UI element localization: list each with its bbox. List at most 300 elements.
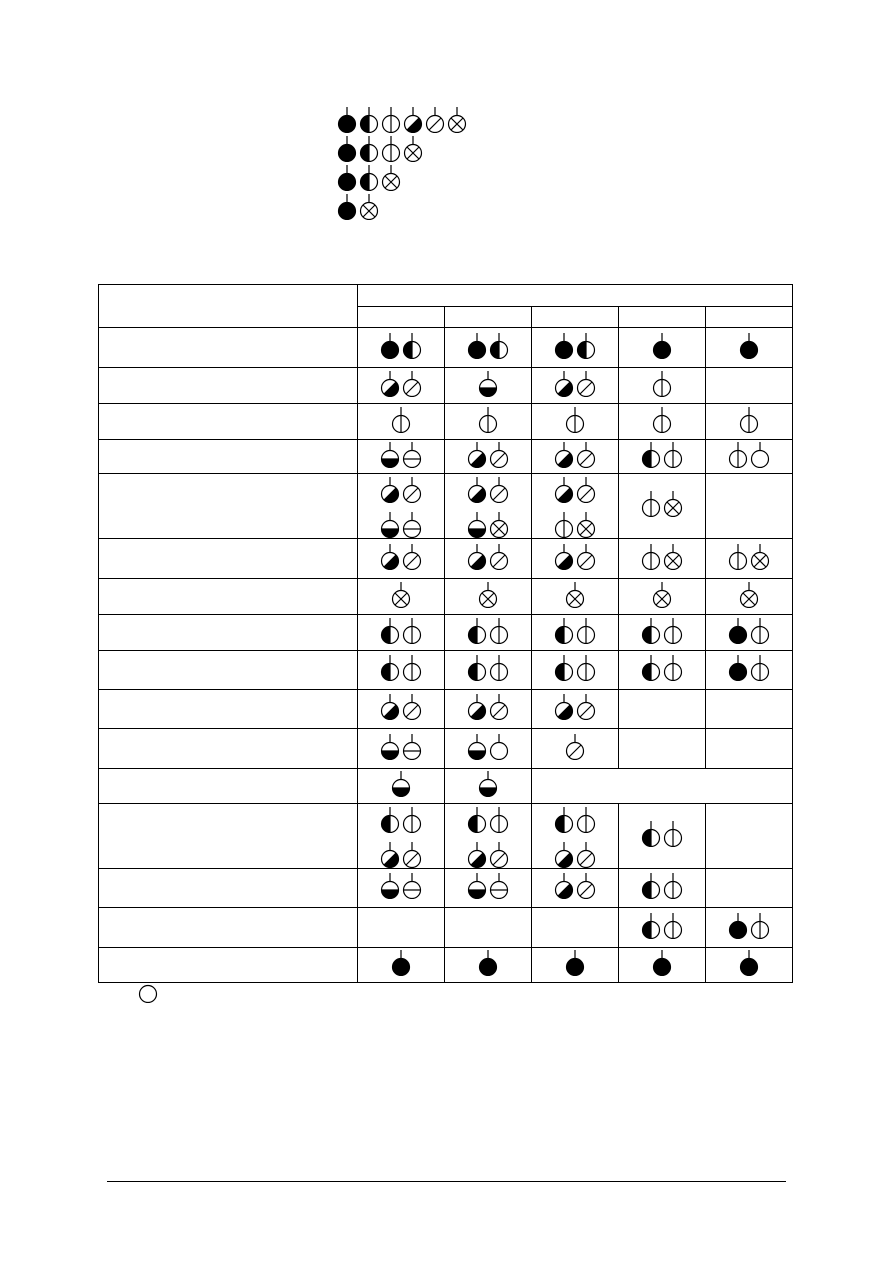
full-circle-icon xyxy=(466,332,488,359)
quarter-circle-icon xyxy=(553,543,575,570)
bottom-circle-icon xyxy=(466,733,488,760)
symbol-group xyxy=(564,949,586,976)
symbol-cell xyxy=(619,615,706,651)
slash-circle-icon xyxy=(575,872,597,899)
symbol-group xyxy=(553,654,597,681)
symbol-group xyxy=(466,332,510,359)
empty-circle-icon xyxy=(640,490,662,517)
symbol-cell xyxy=(358,328,445,368)
symbol-group xyxy=(727,617,771,644)
row-label-cell xyxy=(99,474,358,539)
table-row xyxy=(99,579,793,615)
empty-circle-icon xyxy=(727,441,749,468)
symbol-cell xyxy=(358,690,445,729)
symbol-group xyxy=(379,543,423,570)
symbol-group xyxy=(477,370,499,397)
full-circle-icon xyxy=(336,164,358,191)
empty-circle-icon xyxy=(749,912,771,939)
half-circle-icon xyxy=(379,654,401,681)
half-circle-icon xyxy=(553,654,575,681)
slash-circle-icon xyxy=(401,370,423,397)
table-row xyxy=(99,804,793,869)
symbol-cell xyxy=(532,539,619,579)
half-circle-icon xyxy=(358,164,380,191)
half-circle-icon xyxy=(640,654,662,681)
slash-circle-icon xyxy=(424,106,446,133)
table-row xyxy=(99,769,793,804)
symbol-cell xyxy=(532,651,619,690)
symbol-group xyxy=(727,912,771,939)
header-group-cell xyxy=(358,285,793,307)
symbol-group xyxy=(379,370,423,397)
symbol-group xyxy=(553,806,597,833)
row-label-cell xyxy=(99,690,358,729)
symbol-group xyxy=(553,370,597,397)
symbol-group xyxy=(553,511,597,538)
symbol-group xyxy=(651,406,673,433)
symbol-cell xyxy=(532,908,619,948)
table-row xyxy=(99,404,793,440)
slash-circle-icon xyxy=(575,841,597,868)
slash-circle-icon xyxy=(575,693,597,720)
symbol-group xyxy=(553,543,597,570)
half-circle-icon xyxy=(640,872,662,899)
symbol-cell xyxy=(358,769,445,804)
symbol-group xyxy=(640,654,684,681)
symbol-cell xyxy=(358,869,445,908)
symbol-cell xyxy=(445,579,532,615)
row-label-cell xyxy=(99,579,358,615)
symbol-cell xyxy=(532,869,619,908)
symbol-group xyxy=(553,332,597,359)
symbol-cell xyxy=(532,729,619,769)
bottom-circle-icon xyxy=(379,733,401,760)
table-row xyxy=(99,440,793,474)
empty-circle-icon xyxy=(564,406,586,433)
symbol-cell xyxy=(532,690,619,729)
row-label-cell xyxy=(99,769,358,804)
quarter-circle-icon xyxy=(466,841,488,868)
symbol-group xyxy=(651,332,673,359)
quarter-circle-icon xyxy=(466,476,488,503)
row-label-cell xyxy=(99,615,358,651)
symbol-cell xyxy=(445,615,532,651)
symbol-group xyxy=(466,476,510,503)
header-subcolumn-cell xyxy=(619,307,706,328)
bottom-circle-icon xyxy=(477,770,499,797)
symbol-group xyxy=(390,581,412,608)
symbol-cell xyxy=(706,804,793,869)
header-subcolumn-cell xyxy=(358,307,445,328)
table-row xyxy=(99,615,793,651)
empty-circle-icon xyxy=(662,872,684,899)
symbol-cell xyxy=(619,579,706,615)
row-label-cell xyxy=(99,539,358,579)
full-circle-icon xyxy=(564,949,586,976)
half-circle-icon xyxy=(575,332,597,359)
bottom-circle-icon xyxy=(390,770,412,797)
symbol-cell xyxy=(445,404,532,440)
symbol-group xyxy=(640,872,684,899)
row-label-cell xyxy=(99,368,358,404)
symbol-group xyxy=(738,581,760,608)
slash-circle-icon xyxy=(401,543,423,570)
row-label-cell xyxy=(99,404,358,440)
symbol-group xyxy=(379,872,423,899)
symbol-cell xyxy=(619,690,706,729)
legend-row xyxy=(336,103,468,133)
quarter-circle-icon xyxy=(553,476,575,503)
table-row xyxy=(99,948,793,983)
symbol-group xyxy=(477,581,499,608)
slash-circle-icon xyxy=(575,543,597,570)
symbol-group xyxy=(553,693,597,720)
row-label-cell xyxy=(99,804,358,869)
empty-circle-icon xyxy=(380,106,402,133)
header-label-cell xyxy=(99,285,358,328)
cross-circle-icon xyxy=(662,490,684,517)
empty-circle-icon xyxy=(488,654,510,681)
symbol-cell xyxy=(445,440,532,474)
symbol-group xyxy=(379,476,423,503)
quarter-circle-icon xyxy=(402,106,424,133)
row-label-cell xyxy=(99,729,358,769)
cross-circle-icon xyxy=(575,511,597,538)
symbol-group xyxy=(466,441,510,468)
half-circle-icon xyxy=(358,106,380,133)
table-row xyxy=(99,729,793,769)
slash-circle-icon xyxy=(488,476,510,503)
hline-circle-icon xyxy=(401,511,423,538)
cross-circle-icon xyxy=(651,581,673,608)
bottom-circle-icon xyxy=(379,872,401,899)
empty-circle-icon xyxy=(401,806,423,833)
symbol-cell xyxy=(358,729,445,769)
empty-circle-icon xyxy=(662,912,684,939)
symbol-cell xyxy=(358,908,445,948)
plain-circle-icon xyxy=(137,976,159,1003)
symbol-group xyxy=(651,949,673,976)
symbol-group xyxy=(738,406,760,433)
bottom-circle-icon xyxy=(477,370,499,397)
bottom-circle-icon xyxy=(379,511,401,538)
symbol-group xyxy=(466,511,510,538)
symbol-group xyxy=(640,617,684,644)
bottom-rule xyxy=(107,1181,786,1182)
symbol-group xyxy=(553,476,597,503)
symbol-group xyxy=(553,441,597,468)
empty-circle-icon xyxy=(727,543,749,570)
header-subcolumn-cell xyxy=(706,307,793,328)
empty-circle-icon xyxy=(553,511,575,538)
half-circle-icon xyxy=(488,332,510,359)
symbol-cell xyxy=(358,615,445,651)
symbol-cell xyxy=(445,474,532,539)
row-label-cell xyxy=(99,440,358,474)
symbol-group xyxy=(466,543,510,570)
symbol-group xyxy=(727,441,771,468)
empty-circle-icon xyxy=(401,617,423,644)
symbol-cell xyxy=(358,539,445,579)
symbol-cell xyxy=(532,474,619,539)
symbol-group xyxy=(390,949,412,976)
slash-circle-icon xyxy=(401,476,423,503)
empty-circle-icon xyxy=(662,441,684,468)
empty-circle-icon xyxy=(662,654,684,681)
symbol-group xyxy=(379,733,423,760)
symbol-cell xyxy=(445,908,532,948)
slash-circle-icon xyxy=(488,841,510,868)
symbol-cell xyxy=(445,328,532,368)
full-circle-icon xyxy=(651,332,673,359)
symbol-group xyxy=(466,693,510,720)
symbol-group xyxy=(379,654,423,681)
symbol-cell xyxy=(706,651,793,690)
symbol-cell xyxy=(706,869,793,908)
symbol-cell xyxy=(358,440,445,474)
full-circle-icon xyxy=(738,949,760,976)
cross-circle-icon xyxy=(738,581,760,608)
plain-circle-icon xyxy=(488,733,510,760)
symbol-group xyxy=(390,770,412,797)
symbol-cell xyxy=(706,328,793,368)
symbol-cell xyxy=(706,729,793,769)
symbol-cell xyxy=(532,368,619,404)
symbol-cell xyxy=(619,539,706,579)
symbol-cell xyxy=(358,474,445,539)
symbol-group xyxy=(379,617,423,644)
full-circle-icon xyxy=(727,617,749,644)
quarter-circle-icon xyxy=(379,370,401,397)
quarter-circle-icon xyxy=(466,543,488,570)
symbol-group xyxy=(379,441,423,468)
symbol-cell xyxy=(445,869,532,908)
symbol-group xyxy=(477,406,499,433)
symbol-group xyxy=(477,949,499,976)
plain-circle-icon xyxy=(749,441,771,468)
symbol-cell xyxy=(706,948,793,983)
symbol-cell xyxy=(358,948,445,983)
symbol-cell xyxy=(619,651,706,690)
half-circle-icon xyxy=(553,806,575,833)
symbol-group xyxy=(553,841,597,868)
symbol-cell xyxy=(445,804,532,869)
symbol-cell xyxy=(619,328,706,368)
row-label-cell xyxy=(99,908,358,948)
symbol-cell xyxy=(706,440,793,474)
legend-row xyxy=(336,161,468,191)
symbol-legend xyxy=(336,103,468,220)
quarter-circle-icon xyxy=(466,441,488,468)
cross-circle-icon xyxy=(564,581,586,608)
table-row xyxy=(99,368,793,404)
symbol-group xyxy=(477,770,499,797)
slash-circle-icon xyxy=(401,841,423,868)
quarter-circle-icon xyxy=(553,841,575,868)
cross-circle-icon xyxy=(358,193,380,220)
symbol-cell xyxy=(706,615,793,651)
empty-circle-icon xyxy=(575,806,597,833)
half-circle-icon xyxy=(379,617,401,644)
bottom-circle-icon xyxy=(466,511,488,538)
bottom-circle-icon xyxy=(379,441,401,468)
half-circle-icon xyxy=(401,332,423,359)
empty-circle-icon xyxy=(749,654,771,681)
cross-circle-icon xyxy=(390,581,412,608)
cross-circle-icon xyxy=(446,106,468,133)
symbol-cell xyxy=(619,404,706,440)
symbol-cell xyxy=(445,769,532,804)
bottom-circle-icon xyxy=(466,872,488,899)
empty-circle-icon xyxy=(575,654,597,681)
empty-circle-icon xyxy=(488,806,510,833)
symbol-cell xyxy=(445,948,532,983)
empty-circle-icon xyxy=(477,406,499,433)
row-label-cell xyxy=(99,328,358,368)
symbol-cell xyxy=(619,869,706,908)
full-circle-icon xyxy=(651,949,673,976)
symbol-group xyxy=(738,332,760,359)
symbol-cell xyxy=(445,368,532,404)
symbol-cell xyxy=(619,729,706,769)
slash-circle-icon xyxy=(575,370,597,397)
table-row xyxy=(99,690,793,729)
full-circle-icon xyxy=(336,193,358,220)
quarter-circle-icon xyxy=(379,543,401,570)
symbol-group xyxy=(553,617,597,644)
symbol-group xyxy=(727,543,771,570)
symbol-cell xyxy=(445,729,532,769)
symbol-group xyxy=(640,543,684,570)
full-circle-icon xyxy=(379,332,401,359)
full-circle-icon xyxy=(336,106,358,133)
symbol-group xyxy=(651,581,673,608)
symbol-group xyxy=(466,841,510,868)
table-row xyxy=(99,539,793,579)
symbol-group xyxy=(379,332,423,359)
hline-circle-icon xyxy=(401,441,423,468)
symbol-group xyxy=(651,370,673,397)
symbol-group xyxy=(390,406,412,433)
slash-circle-icon xyxy=(488,441,510,468)
symbol-group xyxy=(466,617,510,644)
symbol-group xyxy=(564,733,586,760)
symbol-group xyxy=(466,654,510,681)
cross-circle-icon xyxy=(488,511,510,538)
merged-empty-cell xyxy=(532,769,793,804)
row-label-cell xyxy=(99,651,358,690)
quarter-circle-icon xyxy=(466,693,488,720)
symbol-cell xyxy=(532,579,619,615)
table-row xyxy=(99,908,793,948)
symbol-cell xyxy=(619,440,706,474)
symbol-cell xyxy=(445,539,532,579)
symbol-cell xyxy=(619,908,706,948)
half-circle-icon xyxy=(640,820,662,847)
symbol-cell xyxy=(532,804,619,869)
cross-circle-icon xyxy=(380,164,402,191)
slash-circle-icon xyxy=(401,693,423,720)
symbol-cell xyxy=(358,368,445,404)
quarter-circle-icon xyxy=(379,693,401,720)
empty-circle-icon xyxy=(651,370,673,397)
half-circle-icon xyxy=(640,617,662,644)
symbol-cell xyxy=(706,474,793,539)
symbol-cell xyxy=(706,404,793,440)
full-circle-icon xyxy=(390,949,412,976)
symbol-cell xyxy=(619,368,706,404)
slash-circle-icon xyxy=(564,733,586,760)
full-circle-icon xyxy=(727,912,749,939)
empty-circle-icon xyxy=(401,654,423,681)
empty-circle-icon xyxy=(749,617,771,644)
symbol-cell xyxy=(358,804,445,869)
symbol-cell xyxy=(706,579,793,615)
empty-circle-icon xyxy=(640,543,662,570)
cross-circle-icon xyxy=(402,135,424,162)
symbol-group xyxy=(379,806,423,833)
symbol-cell xyxy=(445,690,532,729)
symbol-group xyxy=(564,581,586,608)
half-circle-icon xyxy=(358,135,380,162)
symbol-cell xyxy=(445,651,532,690)
symbol-group xyxy=(466,806,510,833)
symbol-cell xyxy=(532,440,619,474)
quarter-circle-icon xyxy=(553,441,575,468)
full-circle-icon xyxy=(336,135,358,162)
symbol-group xyxy=(738,949,760,976)
symbol-table-wrapper xyxy=(98,284,793,983)
empty-circle-icon xyxy=(575,617,597,644)
symbol-cell xyxy=(358,579,445,615)
cross-circle-icon xyxy=(662,543,684,570)
empty-circle-icon xyxy=(738,406,760,433)
symbol-group xyxy=(466,733,510,760)
table-row xyxy=(99,651,793,690)
empty-circle-icon xyxy=(662,617,684,644)
symbol-cell xyxy=(532,948,619,983)
symbol-group xyxy=(379,693,423,720)
symbol-group xyxy=(564,406,586,433)
symbol-group xyxy=(553,872,597,899)
symbol-group xyxy=(640,490,684,517)
slash-circle-icon xyxy=(575,441,597,468)
symbol-group xyxy=(466,872,510,899)
empty-circle-icon xyxy=(380,135,402,162)
symbol-cell xyxy=(706,690,793,729)
symbol-cell xyxy=(619,474,706,539)
symbol-table xyxy=(98,284,793,983)
quarter-circle-icon xyxy=(379,841,401,868)
legend-row xyxy=(336,132,468,162)
symbol-cell xyxy=(532,404,619,440)
symbol-cell xyxy=(706,908,793,948)
empty-circle-icon xyxy=(488,617,510,644)
quarter-circle-icon xyxy=(553,693,575,720)
symbol-cell xyxy=(358,404,445,440)
header-subcolumn-cell xyxy=(532,307,619,328)
symbol-cell xyxy=(619,948,706,983)
table-row xyxy=(99,869,793,908)
hline-circle-icon xyxy=(488,872,510,899)
symbol-cell xyxy=(706,368,793,404)
half-circle-icon xyxy=(466,617,488,644)
slash-circle-icon xyxy=(575,476,597,503)
symbol-group xyxy=(640,912,684,939)
hline-circle-icon xyxy=(401,872,423,899)
quarter-circle-icon xyxy=(553,370,575,397)
quarter-circle-icon xyxy=(379,476,401,503)
